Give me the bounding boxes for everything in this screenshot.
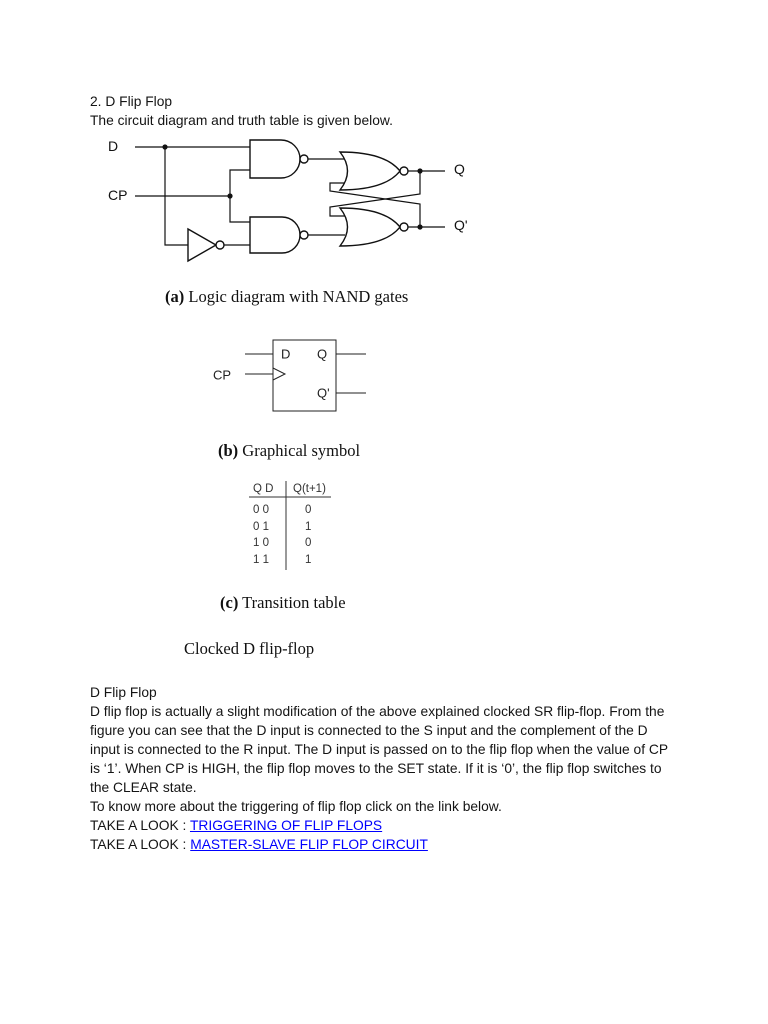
caption-graphical-symbol	[218, 441, 360, 461]
d-junction-dot	[162, 144, 167, 149]
symbol-cp-label: CP	[213, 367, 232, 383]
description-heading: D Flip Flop	[90, 685, 157, 700]
cp-junction-dot	[227, 193, 232, 198]
caption-tag: (a)	[165, 287, 185, 306]
description-section	[90, 683, 668, 854]
table-row-inputs: 0 0	[253, 504, 269, 516]
caption-tag: (b)	[218, 441, 239, 460]
figure-title: Clocked D flip-flop	[184, 639, 315, 658]
latch-gate-top	[340, 152, 400, 190]
caption-logic-diagram	[165, 287, 408, 307]
q-bar-output-label: Q'	[454, 217, 468, 233]
cp-input-label: CP	[108, 187, 128, 203]
nand-gate-top	[250, 140, 300, 178]
table-row-next-state: 1	[305, 554, 312, 566]
cp-branch-wire	[230, 170, 250, 222]
latch-gate-bottom	[340, 208, 400, 246]
table-row-inputs: 0 1	[253, 521, 269, 533]
caption-text: Graphical symbol	[242, 441, 361, 460]
latch-gate-top-bubble	[400, 167, 408, 175]
nand-gate-bottom-bubble	[300, 231, 308, 239]
paragraph-line: is ‘1’. When CP is HIGH, the flip flop moves to the SET state. If it is ‘0’, the flip flop switches to	[90, 761, 662, 776]
caption-transition-table	[220, 593, 346, 613]
master-slave-flip-flop-link[interactable]: MASTER-SLAVE FLIP FLOP CIRCUIT	[190, 837, 428, 852]
symbol-q-label: Q	[317, 346, 328, 362]
latch-gate-bottom-bubble	[400, 223, 408, 231]
take-a-look-label: TAKE A LOOK :	[90, 818, 187, 833]
paragraph-line: the CLEAR state.	[90, 780, 197, 795]
take-a-look-label: TAKE A LOOK :	[90, 837, 187, 852]
symbol-q-bar-label: Q'	[317, 385, 330, 401]
table-row-inputs: 1 0	[253, 537, 269, 549]
table-row-inputs: 1 1	[253, 554, 269, 566]
nand-gate-bottom	[250, 217, 300, 253]
caption-tag: (c)	[220, 593, 239, 612]
table-row-next-state: 0	[305, 504, 312, 516]
table-header-inputs: Q D	[253, 483, 274, 495]
graphical-symbol	[213, 340, 366, 411]
table-row-next-state: 0	[305, 537, 312, 549]
paragraph-line: D flip flop is actually a slight modification of the above explained clocked SR flip-flop. From the	[90, 704, 665, 719]
table-row-next-state: 1	[305, 521, 312, 533]
paragraph-line: figure you can see that the D input is connected to the S input and the complement of the D	[90, 723, 648, 738]
paragraph-line: To know more about the triggering of flip flop click on the link below.	[90, 799, 502, 814]
inverter-gate	[188, 229, 216, 261]
q-output-label: Q	[454, 161, 465, 177]
section-heading: 2. D Flip Flop	[90, 94, 173, 109]
table-header-next-state: Q(t+1)	[293, 483, 326, 495]
transition-table	[249, 481, 331, 570]
intro-block	[90, 92, 393, 130]
clock-triangle-icon	[273, 368, 285, 380]
link-line-master-slave	[90, 835, 668, 854]
logic-diagram	[108, 138, 468, 261]
triggering-of-flip-flops-link[interactable]: TRIGGERING OF FLIP FLOPS	[189, 818, 383, 833]
caption-text: Logic diagram with NAND gates	[188, 287, 409, 306]
paragraph-line: input is connected to the R input. The D input is passed on to the flip flop when the value of CP	[90, 742, 669, 757]
link-line-triggering	[90, 816, 668, 835]
inverter-bubble	[216, 241, 224, 249]
intro-text: The circuit diagram and truth table is given below.	[90, 113, 393, 128]
d-input-label: D	[108, 138, 119, 154]
nand-gate-top-bubble	[300, 155, 308, 163]
caption-text: Transition table	[242, 593, 346, 612]
symbol-d-label: D	[281, 346, 291, 362]
